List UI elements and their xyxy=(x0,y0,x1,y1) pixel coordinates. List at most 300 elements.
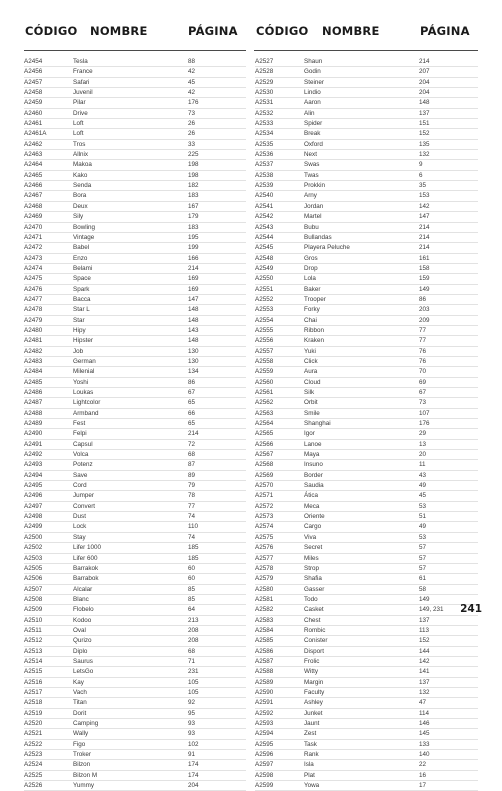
code-cell: A2555 xyxy=(255,326,274,334)
table-row xyxy=(24,554,246,564)
code-cell: A2457 xyxy=(24,78,43,86)
page-cell: 204 xyxy=(188,782,199,790)
table-row xyxy=(24,140,246,150)
table-row xyxy=(24,285,246,295)
name-cell: Playera Peluche xyxy=(304,244,350,252)
table-row xyxy=(255,191,478,201)
table-row xyxy=(255,212,478,222)
name-cell: Save xyxy=(73,471,88,479)
page-cell: 149, 231 xyxy=(419,606,444,614)
name-cell: Task xyxy=(304,740,317,748)
page-cell: 132 xyxy=(419,151,430,159)
name-cell: Kodoo xyxy=(73,616,92,624)
page-cell: 49 xyxy=(419,523,427,531)
page-cell: 169 xyxy=(188,285,199,293)
table-row xyxy=(24,636,246,646)
page-cell: 214 xyxy=(419,233,430,241)
code-cell: A2519 xyxy=(24,709,43,717)
page-cell: 73 xyxy=(188,109,196,117)
table-row xyxy=(24,316,246,326)
table-row xyxy=(24,150,246,160)
table-row xyxy=(255,409,478,419)
name-cell: Loft xyxy=(73,120,84,128)
page-cell: 208 xyxy=(188,637,199,645)
code-cell: A2472 xyxy=(24,244,43,252)
code-cell: A2590 xyxy=(255,688,274,696)
name-cell: Drop xyxy=(304,264,318,272)
page-cell: 76 xyxy=(419,347,427,355)
code-cell: A2513 xyxy=(24,647,43,655)
code-cell: A2529 xyxy=(255,78,274,86)
code-cell: A2527 xyxy=(255,58,274,65)
table-row xyxy=(255,440,478,450)
page-cell: 114 xyxy=(419,709,430,717)
table-row xyxy=(255,109,478,119)
name-cell: Loft xyxy=(73,130,84,138)
page-cell: 43 xyxy=(419,471,427,479)
page-cell: 214 xyxy=(419,58,430,65)
table-row xyxy=(255,129,478,139)
code-cell: A2573 xyxy=(255,513,274,521)
name-cell: Shaun xyxy=(304,58,323,65)
page-cell: 208 xyxy=(188,626,199,634)
code-cell: A2552 xyxy=(255,295,274,303)
table-row xyxy=(255,688,478,698)
page-cell: 130 xyxy=(188,347,199,355)
page-cell: 67 xyxy=(419,389,427,396)
code-cell: A2585 xyxy=(255,637,274,645)
table-row xyxy=(255,150,478,160)
page-cell: 142 xyxy=(419,202,430,210)
page-cell: 77 xyxy=(419,326,427,334)
name-cell: Job xyxy=(73,347,84,355)
page-cell: 88 xyxy=(188,58,196,65)
table-row xyxy=(24,67,246,77)
page-cell: 60 xyxy=(188,575,196,583)
page-cell: 203 xyxy=(419,306,430,314)
page-cell: 6 xyxy=(419,171,423,179)
name-cell: Lifer 600 xyxy=(73,554,98,562)
name-cell: Isla xyxy=(304,761,314,769)
page-cell: 161 xyxy=(419,254,430,262)
code-cell: A2461 xyxy=(24,120,43,128)
table-row xyxy=(255,709,478,719)
table-row xyxy=(255,140,478,150)
table-row xyxy=(24,254,246,264)
page-cell: 68 xyxy=(188,451,196,459)
code-cell: A2570 xyxy=(255,482,274,490)
table-row xyxy=(255,450,478,460)
page-cell: 166 xyxy=(188,254,199,262)
name-cell: Conister xyxy=(304,637,328,645)
page-cell: 151 xyxy=(419,120,430,128)
page-cell: 169 xyxy=(188,275,199,283)
code-cell: A2506 xyxy=(24,575,43,583)
table-row xyxy=(255,295,478,305)
code-cell: A2581 xyxy=(255,595,274,603)
page-cell: 67 xyxy=(188,389,196,396)
code-cell: A2541 xyxy=(255,202,274,210)
name-cell: Dust xyxy=(73,513,86,521)
code-cell: A2481 xyxy=(24,337,43,345)
table-row xyxy=(24,616,246,626)
page-cell: 11 xyxy=(419,461,426,469)
header-divider-right xyxy=(254,50,478,51)
name-cell: Tros xyxy=(73,140,86,148)
code-cell: A2507 xyxy=(24,585,43,593)
code-cell: A2531 xyxy=(255,99,274,107)
name-cell: Stay xyxy=(73,533,86,541)
table-row xyxy=(255,378,478,388)
code-cell: A2525 xyxy=(24,771,43,779)
page-cell: 86 xyxy=(419,295,427,303)
code-cell: A2482 xyxy=(24,347,43,355)
name-cell: Allnix xyxy=(73,151,89,159)
name-cell: Camping xyxy=(73,720,99,727)
table-row xyxy=(24,388,246,398)
code-cell: A2460 xyxy=(24,109,43,117)
page-cell: 45 xyxy=(419,492,427,500)
page-cell: 9 xyxy=(419,161,423,169)
table-row xyxy=(255,522,478,532)
name-cell: Bowling xyxy=(73,223,96,231)
page-number: 241 xyxy=(460,603,482,615)
table-row xyxy=(24,657,246,667)
page-cell: 148 xyxy=(419,99,430,107)
table-row xyxy=(255,78,478,88)
code-cell: A2490 xyxy=(24,430,43,438)
table-row xyxy=(255,491,478,501)
code-cell: A2499 xyxy=(24,523,43,531)
code-cell: A2554 xyxy=(255,316,274,324)
page-cell: 77 xyxy=(419,337,427,345)
table-row xyxy=(255,471,478,481)
code-cell: A2532 xyxy=(255,109,274,117)
page-cell: 159 xyxy=(419,275,430,283)
table-row xyxy=(255,388,478,398)
code-cell: A2575 xyxy=(255,533,274,541)
table-row xyxy=(255,181,478,191)
page-cell: 199 xyxy=(188,244,199,252)
name-cell: Rombic xyxy=(304,626,326,634)
name-cell: Titan xyxy=(73,699,87,707)
page-cell: 195 xyxy=(188,233,199,241)
name-cell: Smile xyxy=(304,409,320,417)
code-cell: A2500 xyxy=(24,533,43,541)
name-cell: Zest xyxy=(304,730,317,738)
name-cell: Lock xyxy=(73,523,87,531)
index-list-right xyxy=(255,57,478,791)
code-cell: A2549 xyxy=(255,264,274,272)
code-cell: A2593 xyxy=(255,720,274,727)
name-cell: Spider xyxy=(304,120,323,128)
table-row xyxy=(24,460,246,470)
page-cell: 135 xyxy=(419,140,430,148)
name-cell: Viva xyxy=(304,533,317,541)
code-cell: A2488 xyxy=(24,409,43,417)
page-cell: 76 xyxy=(419,357,427,365)
table-row xyxy=(24,181,246,191)
code-cell: A2564 xyxy=(255,420,274,428)
code-cell: A2596 xyxy=(255,751,274,759)
name-cell: Meca xyxy=(304,502,320,510)
header-page-right: PÁGINA xyxy=(420,24,470,38)
page-cell: 57 xyxy=(419,564,427,572)
code-cell: A2486 xyxy=(24,389,43,396)
name-cell: Strop xyxy=(304,564,320,572)
page-cell: 214 xyxy=(419,223,430,231)
table-row xyxy=(255,223,478,233)
page-cell: 183 xyxy=(188,192,199,200)
name-cell: Baker xyxy=(304,285,321,293)
table-row xyxy=(24,119,246,129)
name-cell: Fest xyxy=(73,420,86,428)
page-cell: 20 xyxy=(419,451,427,459)
table-row xyxy=(24,326,246,336)
code-cell: A2461A xyxy=(24,130,47,138)
table-row xyxy=(24,740,246,750)
name-cell: Gros xyxy=(304,254,318,262)
page-cell: 35 xyxy=(419,182,427,190)
name-cell: Convert xyxy=(73,502,96,510)
name-cell: Bora xyxy=(73,192,87,200)
code-cell: A2464 xyxy=(24,161,43,169)
page-cell: 72 xyxy=(188,440,196,448)
page-cell: 182 xyxy=(188,182,199,190)
table-row xyxy=(24,750,246,760)
code-cell: A2544 xyxy=(255,233,274,241)
name-cell: Martel xyxy=(304,213,322,221)
code-cell: A2565 xyxy=(255,430,274,438)
code-cell: A2530 xyxy=(255,89,274,97)
page-cell: 74 xyxy=(188,533,196,541)
name-cell: Lindio xyxy=(304,89,321,97)
code-cell: A2528 xyxy=(255,68,274,76)
code-cell: A2591 xyxy=(255,699,274,707)
header-name-right: NOMBRE xyxy=(322,24,380,38)
table-row xyxy=(24,698,246,708)
page-cell: 176 xyxy=(419,420,430,428)
table-row xyxy=(24,471,246,481)
page-cell: 60 xyxy=(188,564,196,572)
table-row xyxy=(255,657,478,667)
code-cell: A2462 xyxy=(24,140,43,148)
table-row xyxy=(24,429,246,439)
table-row xyxy=(24,336,246,346)
table-row xyxy=(24,367,246,377)
name-cell: Blanc xyxy=(73,595,89,603)
name-cell: Forky xyxy=(304,306,320,314)
page-cell: 102 xyxy=(188,740,199,748)
code-cell: A2522 xyxy=(24,740,43,748)
name-cell: Godin xyxy=(304,68,321,76)
code-cell: A2520 xyxy=(24,720,43,727)
page-cell: 47 xyxy=(419,699,427,707)
name-cell: Figo xyxy=(73,740,86,748)
code-cell: A2536 xyxy=(255,151,274,159)
table-row xyxy=(24,264,246,274)
code-cell: A2493 xyxy=(24,461,43,469)
name-cell: Orbit xyxy=(304,399,318,407)
name-cell: Belami xyxy=(73,264,93,272)
table-row xyxy=(24,440,246,450)
table-row xyxy=(24,719,246,729)
table-row xyxy=(255,678,478,688)
name-cell: Lola xyxy=(304,275,316,283)
table-row xyxy=(24,305,246,315)
page-cell: 113 xyxy=(419,626,430,634)
code-cell: A2456 xyxy=(24,68,43,76)
page-cell: 147 xyxy=(188,295,199,303)
name-cell: Felpi xyxy=(73,430,87,438)
name-cell: Barrakok xyxy=(73,564,99,572)
page-cell: 185 xyxy=(188,544,199,552)
code-cell: A2516 xyxy=(24,678,43,686)
table-row xyxy=(255,160,478,170)
name-cell: Arny xyxy=(304,192,317,200)
name-cell: Prokkin xyxy=(304,182,325,190)
name-cell: Swas xyxy=(304,161,320,169)
code-cell: A2503 xyxy=(24,554,43,562)
code-cell: A2550 xyxy=(255,275,274,283)
page-cell: 95 xyxy=(188,709,196,717)
table-row xyxy=(24,171,246,181)
code-cell: A2474 xyxy=(24,264,43,272)
table-row xyxy=(255,254,478,264)
table-row xyxy=(255,543,478,553)
code-cell: A2479 xyxy=(24,316,43,324)
name-cell: Chai xyxy=(304,316,317,324)
table-row xyxy=(24,491,246,501)
code-cell: A2470 xyxy=(24,223,43,231)
page-cell: 53 xyxy=(419,502,427,510)
code-cell: A2492 xyxy=(24,451,43,459)
page-cell: 149 xyxy=(419,285,430,293)
code-cell: A2471 xyxy=(24,233,43,241)
code-cell: A2586 xyxy=(255,647,274,655)
name-cell: Faculty xyxy=(304,688,325,696)
table-row xyxy=(24,409,246,419)
code-cell: A2466 xyxy=(24,182,43,190)
page-cell: 167 xyxy=(188,202,199,210)
name-cell: Armband xyxy=(73,409,99,417)
table-row xyxy=(255,233,478,243)
table-row xyxy=(24,729,246,739)
code-cell: A2512 xyxy=(24,637,43,645)
code-cell: A2508 xyxy=(24,595,43,603)
code-cell: A2568 xyxy=(255,461,274,469)
name-cell: Oval xyxy=(73,626,86,634)
name-cell: Margin xyxy=(304,678,324,686)
table-row xyxy=(255,564,478,574)
name-cell: Hipster xyxy=(73,337,93,345)
name-cell: Rank xyxy=(304,751,319,759)
page-cell: 142 xyxy=(419,657,430,665)
name-cell: Pilar xyxy=(73,99,86,107)
code-cell: A2521 xyxy=(24,730,43,738)
table-row xyxy=(24,160,246,170)
table-row xyxy=(24,98,246,108)
table-row xyxy=(255,398,478,408)
code-cell: A2553 xyxy=(255,306,274,314)
name-cell: Hipy xyxy=(73,326,86,334)
name-cell: Kraken xyxy=(304,337,324,345)
name-cell: Vach xyxy=(73,688,87,696)
name-cell: LetsGo xyxy=(73,668,94,676)
name-cell: Oriente xyxy=(304,513,325,521)
name-cell: Saurus xyxy=(73,657,93,665)
page-cell: 132 xyxy=(419,688,430,696)
page-cell: 198 xyxy=(188,171,199,179)
table-row xyxy=(255,771,478,781)
name-cell: Chest xyxy=(304,616,321,624)
table-row xyxy=(255,419,478,429)
code-cell: A2476 xyxy=(24,285,43,293)
page-cell: 130 xyxy=(188,357,199,365)
code-cell: A2524 xyxy=(24,761,43,769)
name-cell: Juvenil xyxy=(73,89,93,97)
page-cell: 133 xyxy=(419,740,430,748)
code-cell: A2577 xyxy=(255,554,274,562)
table-row xyxy=(24,243,246,253)
name-cell: Ribbon xyxy=(304,326,324,334)
code-cell: A2582 xyxy=(255,606,274,614)
code-cell: A2592 xyxy=(255,709,274,717)
table-row xyxy=(255,326,478,336)
table-row xyxy=(255,512,478,522)
page-cell: 74 xyxy=(188,513,196,521)
name-cell: Yoshi xyxy=(73,378,89,386)
code-cell: A2548 xyxy=(255,254,274,262)
page-cell: 145 xyxy=(419,730,430,738)
name-cell: Makoa xyxy=(73,161,92,169)
table-row xyxy=(255,171,478,181)
name-cell: Bullandas xyxy=(304,233,332,241)
name-cell: Steiner xyxy=(304,78,324,86)
code-cell: A2495 xyxy=(24,482,43,490)
code-cell: A2569 xyxy=(255,471,274,479)
code-cell: A2454 xyxy=(24,58,43,65)
table-row xyxy=(24,760,246,770)
page-cell: 45 xyxy=(188,78,196,86)
name-cell: Wally xyxy=(73,730,89,738)
table-row xyxy=(24,57,246,67)
table-row xyxy=(255,667,478,677)
name-cell: Safari xyxy=(73,78,90,86)
code-cell: A2489 xyxy=(24,420,43,428)
table-row xyxy=(255,740,478,750)
name-cell: Cloud xyxy=(304,378,321,386)
code-cell: A2514 xyxy=(24,657,43,665)
name-cell: Twas xyxy=(304,171,319,179)
table-row xyxy=(24,647,246,657)
page-cell: 174 xyxy=(188,761,199,769)
page-cell: 13 xyxy=(419,440,427,448)
code-cell: A2533 xyxy=(255,120,274,128)
table-row xyxy=(255,719,478,729)
code-cell: A2463 xyxy=(24,151,43,159)
name-cell: Milenial xyxy=(73,368,95,376)
table-row xyxy=(24,709,246,719)
name-cell: Flobelo xyxy=(73,606,94,614)
page-cell: 213 xyxy=(188,616,199,624)
table-row xyxy=(24,626,246,636)
code-cell: A2558 xyxy=(255,357,274,365)
name-cell: Shanghai xyxy=(304,420,331,428)
name-cell: Lifer 1000 xyxy=(73,544,102,552)
code-cell: A2566 xyxy=(255,440,274,448)
page-cell: 66 xyxy=(188,409,196,417)
